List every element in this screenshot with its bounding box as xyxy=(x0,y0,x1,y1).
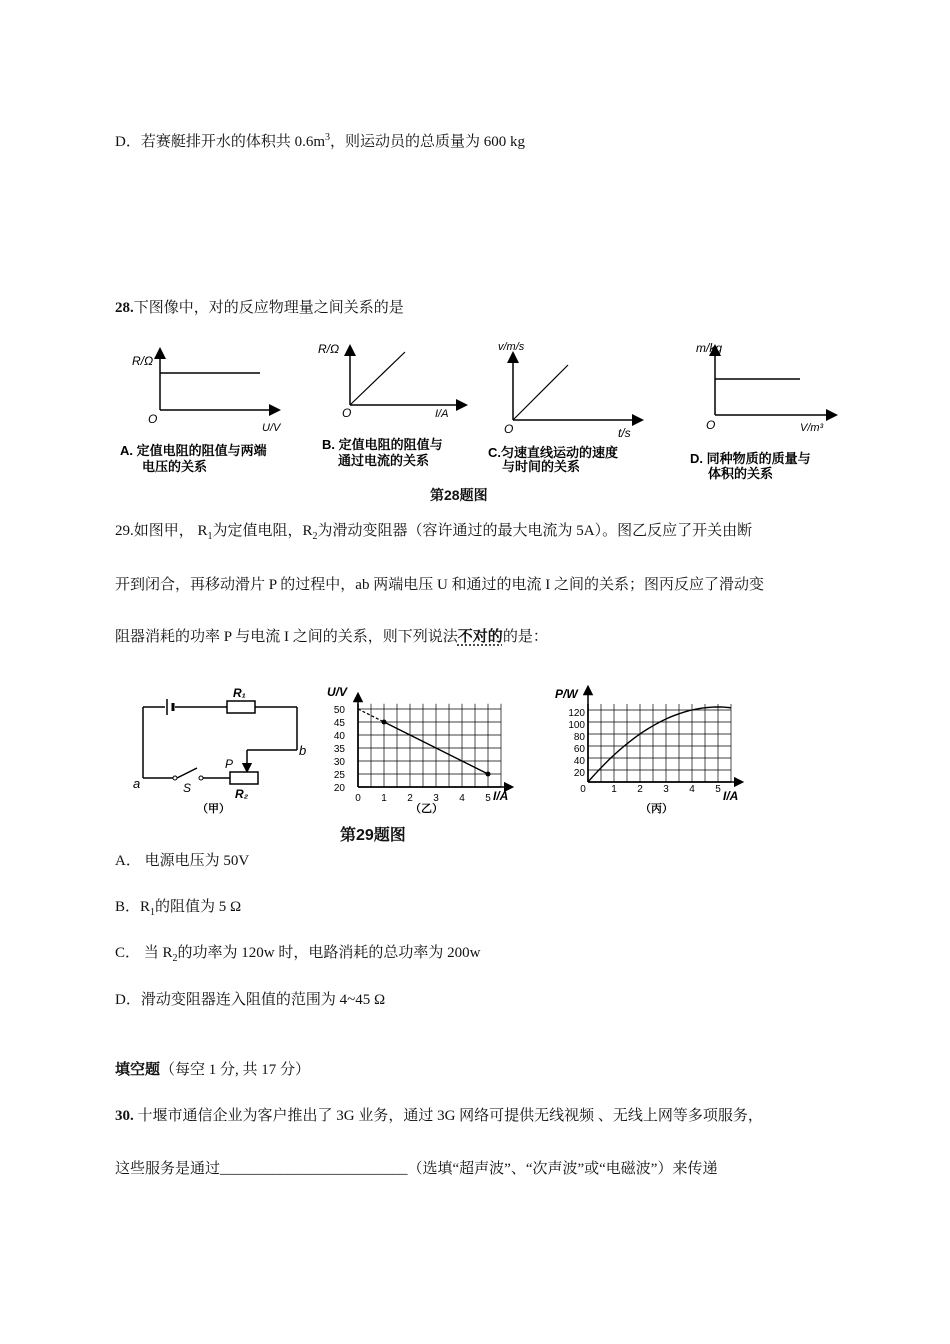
data-point xyxy=(382,720,387,725)
q28-d-label1: D. 同种物质的质量与 xyxy=(690,451,811,466)
q29-circuit xyxy=(133,686,306,815)
q29-yi-ytick: 45 xyxy=(333,718,345,729)
q29-bing-ytick: 60 xyxy=(573,744,585,755)
q29-graph-yi xyxy=(327,685,509,815)
q29-bing-xtick: 2 xyxy=(637,784,643,795)
q28-graphs xyxy=(110,335,840,485)
q29-bing-ytick: 40 xyxy=(573,756,585,767)
q29-yi-grid xyxy=(358,697,509,787)
q29-bing-xtick: 4 xyxy=(689,784,695,795)
q29-stem-line1: 29.如图甲， $R_1$为定值电阻，$R_2$为滑动变阻器（容许通过的最大电流为 5A）。图乙反应了开关由断 xyxy=(115,523,753,542)
q28-a-label2: 电压的关系 xyxy=(142,459,208,474)
q28-c-label1: C.匀速直线运动的速度 xyxy=(488,445,619,460)
q29-yi-xtick: 5 xyxy=(485,793,491,804)
q29-yi-ytick: 30 xyxy=(333,757,345,768)
q29-yi-xtick: 1 xyxy=(381,793,387,804)
q29-circuit-s: S xyxy=(183,781,192,795)
q29-caption: 第29题图 xyxy=(340,827,406,844)
q29-yi-ytick: 20 xyxy=(333,783,345,794)
q30-line2: 这些服务是通过_________________________（选填“超声波”、“次声波”或“电磁波”）来传递 xyxy=(115,1161,718,1177)
q29-option-d: D．滑动变阻器连入阻值的范围为 4~45 Ω xyxy=(115,992,386,1008)
q29-yi-ytick: 40 xyxy=(333,731,345,742)
q29-yi-xtick: 3 xyxy=(433,793,439,804)
q30-answer-blank[interactable]: _________________________ xyxy=(220,1161,408,1177)
q29-bing-xtick: 3 xyxy=(663,784,669,795)
q29-stem-line3: 阻器消耗的功率 P 与电流 I 之间的关系，则下列说法不对的的是： xyxy=(115,629,548,645)
q29-option-a: A． 电源电压为 50V xyxy=(115,853,250,869)
q28-d-label2: 体积的关系 xyxy=(708,466,774,481)
q29-bing-grid xyxy=(588,690,739,782)
q28-graph-a xyxy=(120,353,282,474)
q29-bing-xtick: 0 xyxy=(580,784,586,795)
q28-a-ylabel: R/Ω xyxy=(132,354,154,368)
q29-circuit-a: a xyxy=(133,776,141,791)
q28-d-ylabel: m/kg xyxy=(696,341,723,355)
q29-bing-label: （丙） xyxy=(640,803,673,815)
fill-section-heading: 填空题（每空 1 分, 共 17 分） xyxy=(115,1062,311,1078)
q30-line1: 30. 十堰市通信企业为客户推出了 3G 业务，通过 3G 网络可提供无线视频 、无线上网等多项服务， xyxy=(115,1108,763,1124)
q28-b-label1: B. 定值电阻的阻值与 xyxy=(322,437,443,452)
q29-circuit-b: b xyxy=(299,743,307,758)
q29-bing-ytick: 20 xyxy=(573,768,585,779)
power-curve xyxy=(588,707,731,782)
q29-bing-xlabel: I/A xyxy=(723,789,739,803)
q28-b-origin: O xyxy=(342,406,352,420)
q28-graph-c xyxy=(488,341,638,474)
q28-b-xlabel: I/A xyxy=(435,408,449,420)
q27-option-d: D．若赛艇排开水的体积共 $0.6m^3$，则运动员的总质量为 600 kg xyxy=(115,132,526,150)
q28-a-label1: A. 定值电阻的阻值与两端 xyxy=(120,443,267,458)
q28-c-origin: O xyxy=(504,422,514,436)
q29-stem-line2: 开到闭合，再移动滑片 P 的过程中，ab 两端电压 U 和通过的电流 I 之间的关系；图丙反应了滑动变 xyxy=(115,577,765,593)
q29-circuit-label: （甲） xyxy=(197,803,230,815)
q29-yi-xtick: 4 xyxy=(459,793,465,804)
q29-yi-label: （乙） xyxy=(410,803,443,815)
q29-bing-ytick: 100 xyxy=(568,720,585,731)
q28-stem: 28.下图像中，对的反应物理量之间关系的是 xyxy=(115,300,404,316)
q28-d-xlabel: V/m³ xyxy=(800,422,824,434)
q28-c-label2: 与时间的关系 xyxy=(502,459,581,474)
q29-circuit-r1: R₁ xyxy=(233,686,246,700)
q29-figures xyxy=(125,680,765,820)
q28-c-ylabel: v/m/s xyxy=(498,341,525,353)
q29-bing-xtick: 1 xyxy=(611,784,617,795)
q29-yi-xtick: 0 xyxy=(355,793,361,804)
q29-yi-xtick: 2 xyxy=(407,793,413,804)
q29-yi-xlabel: I/A xyxy=(493,789,509,803)
q28-b-label2: 通过电流的关系 xyxy=(338,453,430,468)
q29-yi-ytick: 35 xyxy=(333,744,345,755)
q28-c-xlabel: t/s xyxy=(618,426,631,440)
q29-graph-bing xyxy=(555,687,739,815)
q29-bing-ylabel: P/W xyxy=(555,687,578,701)
q29-bing-ytick: 80 xyxy=(573,732,585,743)
q29-bing-ytick: 120 xyxy=(568,708,585,719)
q29-yi-ytick: 25 xyxy=(333,770,345,781)
q29-circuit-r2: R₂ xyxy=(235,787,249,801)
q28-graph-b xyxy=(318,342,462,468)
q28-d-origin: O xyxy=(706,418,716,432)
q28-a-xlabel: U/V xyxy=(262,422,281,434)
q28-b-ylabel: R/Ω xyxy=(318,342,340,356)
q28-a-origin: O xyxy=(148,412,158,426)
q29-option-b: B．$R_1$的阻值为 5 Ω xyxy=(115,899,242,918)
q29-bing-xtick: 5 xyxy=(715,784,721,795)
q29-circuit-p: P xyxy=(225,757,234,771)
q28-graph-d xyxy=(690,341,832,481)
q29-yi-ylabel: U/V xyxy=(327,685,348,699)
q29-yi-ytick: 50 xyxy=(333,705,345,716)
q29-option-c: C． 当 $R_2$的功率为 120w 时，电路消耗的总功率为 200w xyxy=(115,945,481,964)
data-point xyxy=(486,772,491,777)
q28-caption: 第28题图 xyxy=(430,487,488,503)
